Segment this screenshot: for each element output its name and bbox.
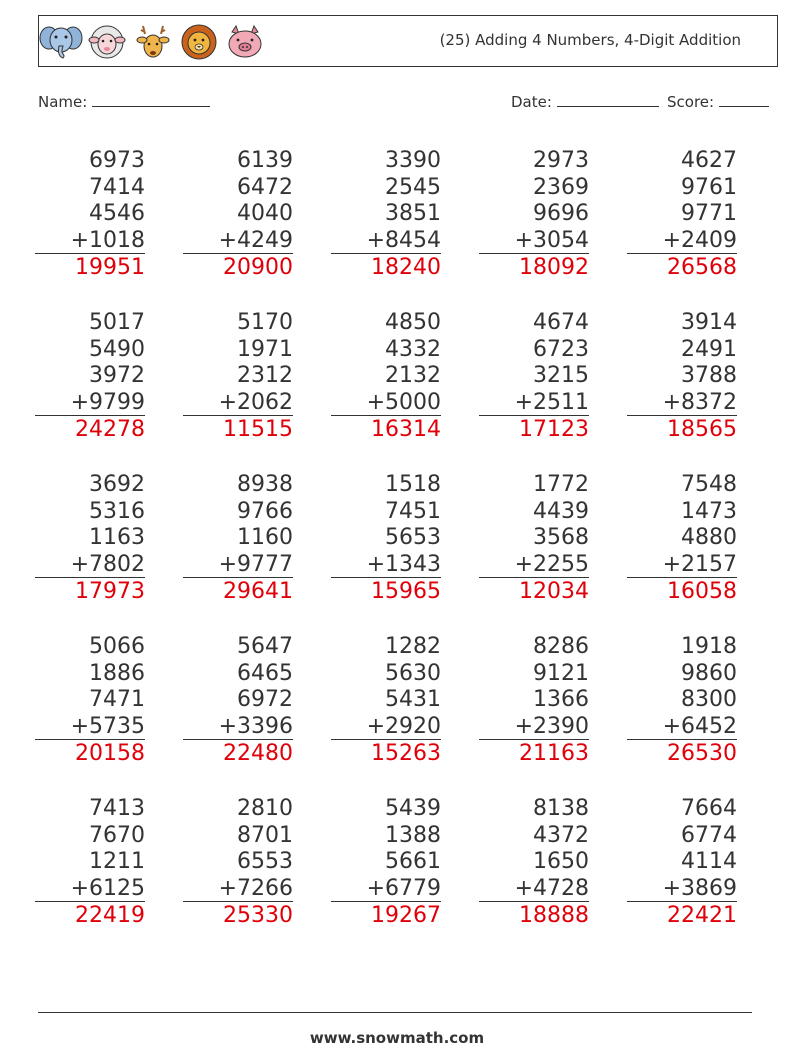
problem-19	[479, 633, 589, 767]
last-addend: +3054	[479, 227, 589, 255]
deer-icon	[131, 22, 175, 62]
addend: 8286	[533, 634, 589, 659]
addend: 8138	[533, 796, 589, 821]
addend: 2132	[385, 363, 441, 388]
last-addend: +2390	[479, 713, 589, 741]
problem-4	[479, 147, 589, 281]
problem-21	[35, 795, 145, 929]
addend: 5630	[385, 660, 441, 686]
addend: 5490	[89, 336, 145, 362]
answer: 19951	[75, 255, 145, 280]
last-addend: +2157	[627, 551, 737, 579]
addend: 3568	[533, 525, 589, 550]
addend: 1772	[533, 472, 589, 497]
last-addend: +4728	[479, 875, 589, 903]
problem-22	[183, 795, 293, 929]
last-addend: +6452	[627, 713, 737, 741]
addend: 1160	[237, 525, 293, 550]
last-addend: +5735	[35, 713, 145, 741]
answer: 24278	[75, 417, 145, 442]
footer-divider	[38, 1012, 752, 1013]
addend: 1918	[681, 634, 737, 659]
last-addend: +3396	[183, 713, 293, 741]
addend: 2545	[385, 174, 441, 200]
addend: 7471	[89, 687, 145, 712]
last-addend: +2062	[183, 389, 293, 417]
last-addend: +9777	[183, 551, 293, 579]
addend: 4040	[237, 201, 293, 226]
addend: 6973	[89, 148, 145, 173]
addend: 9771	[681, 201, 737, 226]
addend: 2369	[533, 174, 589, 200]
addend: 6553	[237, 849, 293, 874]
addend: 7413	[89, 796, 145, 821]
answer: 18565	[667, 417, 737, 442]
worksheet-title: (25) Adding 4 Numbers, 4-Digit Addition	[439, 31, 741, 49]
answer: 25330	[223, 903, 293, 928]
addend: 6774	[681, 822, 737, 848]
last-addend: +1018	[35, 227, 145, 255]
addend: 5653	[385, 525, 441, 550]
answer: 29641	[223, 579, 293, 604]
addend: 6723	[533, 336, 589, 362]
last-addend: +3869	[627, 875, 737, 903]
addend: 1518	[385, 472, 441, 497]
problem-1	[35, 147, 145, 281]
last-addend: +2255	[479, 551, 589, 579]
date-label: Date:	[511, 93, 552, 111]
addend: 3914	[681, 310, 737, 335]
addend: 5066	[89, 634, 145, 659]
name-blank[interactable]	[92, 92, 210, 107]
addend: 1971	[237, 336, 293, 362]
pig-icon	[223, 22, 267, 62]
addend: 7548	[681, 472, 737, 497]
last-addend: +9799	[35, 389, 145, 417]
last-addend: +2511	[479, 389, 589, 417]
addend: 4372	[533, 822, 589, 848]
last-addend: +7802	[35, 551, 145, 579]
addend: 5647	[237, 634, 293, 659]
addend: 6139	[237, 148, 293, 173]
problem-23	[331, 795, 441, 929]
answer: 19267	[371, 903, 441, 928]
answer: 18092	[519, 255, 589, 280]
addend: 3692	[89, 472, 145, 497]
addend: 5439	[385, 796, 441, 821]
date-field[interactable]	[511, 92, 659, 111]
addend: 5170	[237, 310, 293, 335]
score-label: Score:	[667, 93, 715, 111]
last-addend: +2409	[627, 227, 737, 255]
last-addend: +8372	[627, 389, 737, 417]
answer: 16058	[667, 579, 737, 604]
sheep-icon	[85, 22, 129, 62]
footer-site: www.snowmath.com	[309, 1029, 485, 1047]
problem-8	[331, 309, 441, 443]
addend: 9860	[681, 660, 737, 686]
addend: 1282	[385, 634, 441, 659]
answer: 20900	[223, 255, 293, 280]
addend: 1473	[681, 498, 737, 524]
elephant-icon	[39, 22, 83, 62]
problem-14	[479, 471, 589, 605]
last-addend: +6125	[35, 875, 145, 903]
problem-20	[627, 633, 737, 767]
addend: 4114	[681, 849, 737, 874]
addend: 1366	[533, 687, 589, 712]
addend: 4880	[681, 525, 737, 550]
problem-24	[479, 795, 589, 929]
answer: 20158	[75, 741, 145, 766]
problem-12	[183, 471, 293, 605]
last-addend: +7266	[183, 875, 293, 903]
addend: 5661	[385, 849, 441, 874]
answer: 22421	[667, 903, 737, 928]
addend: 6465	[237, 660, 293, 686]
addend: 8701	[237, 822, 293, 848]
answer: 15965	[371, 579, 441, 604]
problem-16	[35, 633, 145, 767]
addend: 1650	[533, 849, 589, 874]
answer: 21163	[519, 741, 589, 766]
addend: 3788	[681, 363, 737, 388]
addend: 9761	[681, 174, 737, 200]
problem-25	[627, 795, 737, 929]
addend: 3972	[89, 363, 145, 388]
addend: 3851	[385, 201, 441, 226]
answer: 22419	[75, 903, 145, 928]
problem-5	[627, 147, 737, 281]
score-field[interactable]	[667, 92, 769, 111]
problem-17	[183, 633, 293, 767]
addend: 5316	[89, 498, 145, 524]
addend: 2810	[237, 796, 293, 821]
addend: 6972	[237, 687, 293, 712]
problem-7	[183, 309, 293, 443]
last-addend: +6779	[331, 875, 441, 903]
answer: 18888	[519, 903, 589, 928]
name-field[interactable]	[38, 92, 210, 111]
addend: 9766	[237, 498, 293, 524]
last-addend: +1343	[331, 551, 441, 579]
addend: 9696	[533, 201, 589, 226]
addend: 2973	[533, 148, 589, 173]
addend: 7670	[89, 822, 145, 848]
addend: 4546	[89, 201, 145, 226]
last-addend: +5000	[331, 389, 441, 417]
answer: 26568	[667, 255, 737, 280]
addend: 7414	[89, 174, 145, 200]
addend: 1886	[89, 660, 145, 686]
problem-15	[627, 471, 737, 605]
addend: 1163	[89, 525, 145, 550]
addend: 3390	[385, 148, 441, 173]
addend: 4332	[385, 336, 441, 362]
addend: 3215	[533, 363, 589, 388]
problem-9	[479, 309, 589, 443]
addend: 8300	[681, 687, 737, 712]
addend: 2312	[237, 363, 293, 388]
addend: 1388	[385, 822, 441, 848]
addend: 4627	[681, 148, 737, 173]
name-label: Name:	[38, 93, 88, 111]
header-box	[38, 15, 778, 67]
last-addend: +8454	[331, 227, 441, 255]
answer: 18240	[371, 255, 441, 280]
problem-18	[331, 633, 441, 767]
answer: 11515	[223, 417, 293, 442]
problem-13	[331, 471, 441, 605]
addend: 9121	[533, 660, 589, 686]
addend: 2491	[681, 336, 737, 362]
addend: 4439	[533, 498, 589, 524]
addend: 6472	[237, 174, 293, 200]
addend: 1211	[89, 849, 145, 874]
answer: 22480	[223, 741, 293, 766]
problem-11	[35, 471, 145, 605]
answer: 12034	[519, 579, 589, 604]
answer: 26530	[667, 741, 737, 766]
addend: 5017	[89, 310, 145, 335]
addend: 7664	[681, 796, 737, 821]
last-addend: +2920	[331, 713, 441, 741]
addend: 7451	[385, 498, 441, 524]
addend: 4674	[533, 310, 589, 335]
lion-icon	[177, 22, 221, 62]
problem-2	[183, 147, 293, 281]
problem-10	[627, 309, 737, 443]
addend: 5431	[385, 687, 441, 712]
addend: 8938	[237, 472, 293, 497]
date-blank[interactable]	[557, 92, 659, 107]
score-blank[interactable]	[719, 92, 769, 107]
answer: 15263	[371, 741, 441, 766]
problem-3	[331, 147, 441, 281]
answer: 17123	[519, 417, 589, 442]
problem-6	[35, 309, 145, 443]
last-addend: +4249	[183, 227, 293, 255]
addend: 4850	[385, 310, 441, 335]
answer: 16314	[371, 417, 441, 442]
answer: 17973	[75, 579, 145, 604]
